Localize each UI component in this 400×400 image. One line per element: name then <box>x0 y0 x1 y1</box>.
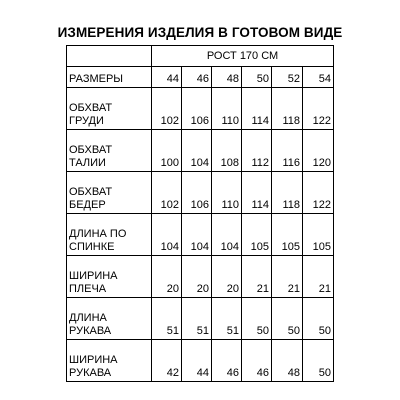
measurement-label: ОБХВАТ ГРУДИ <box>67 88 152 130</box>
height-label: РОСТ 170 СМ <box>152 46 334 67</box>
measurement-value: 104 <box>182 214 212 256</box>
measurement-value: 106 <box>182 172 212 214</box>
measurement-value: 20 <box>152 256 182 298</box>
measurement-value: 20 <box>212 256 242 298</box>
table-row <box>67 340 334 382</box>
size-header-cell: 54 <box>303 67 334 88</box>
measurement-label: ШИРИНА РУКАВА <box>67 340 152 382</box>
table-row <box>67 298 334 340</box>
measurement-value: 42 <box>152 340 182 382</box>
size-header-cell: 44 <box>152 67 182 88</box>
measurement-value: 116 <box>272 130 303 172</box>
measurement-value: 21 <box>303 256 334 298</box>
size-header-cell: 48 <box>212 67 242 88</box>
measurement-value: 110 <box>212 88 242 130</box>
measurement-value: 118 <box>272 172 303 214</box>
measurement-value: 46 <box>242 340 272 382</box>
size-header-cell: 52 <box>272 67 303 88</box>
measurement-value: 105 <box>242 214 272 256</box>
height-row <box>67 46 334 67</box>
measurement-value: 46 <box>212 340 242 382</box>
measurement-value: 110 <box>212 172 242 214</box>
measurement-label: ДЛИНА ПО СПИНКЕ <box>67 214 152 256</box>
measurement-value: 51 <box>182 298 212 340</box>
measurement-value: 112 <box>242 130 272 172</box>
measurement-value: 122 <box>303 172 334 214</box>
height-row-empty-cell <box>67 46 152 67</box>
sizes-header-row <box>67 67 334 88</box>
measurement-value: 105 <box>272 214 303 256</box>
measurement-value: 114 <box>242 172 272 214</box>
size-header-cell: 50 <box>242 67 272 88</box>
measurement-value: 102 <box>152 88 182 130</box>
size-chart-table <box>66 45 334 382</box>
measurement-value: 20 <box>182 256 212 298</box>
measurement-value: 102 <box>152 172 182 214</box>
table-row <box>67 214 334 256</box>
measurement-value: 120 <box>303 130 334 172</box>
measurement-value: 106 <box>182 88 212 130</box>
table-row <box>67 130 334 172</box>
measurement-value: 122 <box>303 88 334 130</box>
measurement-label: ОБХВАТ ТАЛИИ <box>67 130 152 172</box>
measurement-value: 118 <box>272 88 303 130</box>
measurement-value: 100 <box>152 130 182 172</box>
measurement-value: 50 <box>272 298 303 340</box>
measurement-value: 51 <box>212 298 242 340</box>
table-row <box>67 88 334 130</box>
measurement-label: ШИРИНА ПЛЕЧА <box>67 256 152 298</box>
measurement-value: 44 <box>182 340 212 382</box>
table-row <box>67 256 334 298</box>
measurement-value: 48 <box>272 340 303 382</box>
measurement-value: 50 <box>303 298 334 340</box>
measurement-value: 51 <box>152 298 182 340</box>
measurement-value: 21 <box>272 256 303 298</box>
measurement-value: 108 <box>212 130 242 172</box>
table-row <box>67 172 334 214</box>
measurement-value: 104 <box>182 130 212 172</box>
measurement-value: 50 <box>242 298 272 340</box>
measurement-value: 50 <box>303 340 334 382</box>
measurement-label: ОБХВАТ БЕДЕР <box>67 172 152 214</box>
measurement-value: 104 <box>212 214 242 256</box>
sizes-header-label: РАЗМЕРЫ <box>67 67 152 88</box>
size-header-cell: 46 <box>182 67 212 88</box>
measurement-value: 105 <box>303 214 334 256</box>
measurement-label: ДЛИНА РУКАВА <box>67 298 152 340</box>
measurement-value: 114 <box>242 88 272 130</box>
measurement-value: 21 <box>242 256 272 298</box>
document-title: ИЗМЕРЕНИЯ ИЗДЕЛИЯ В ГОТОВОМ ВИДЕ <box>57 25 343 40</box>
measurement-value: 104 <box>152 214 182 256</box>
